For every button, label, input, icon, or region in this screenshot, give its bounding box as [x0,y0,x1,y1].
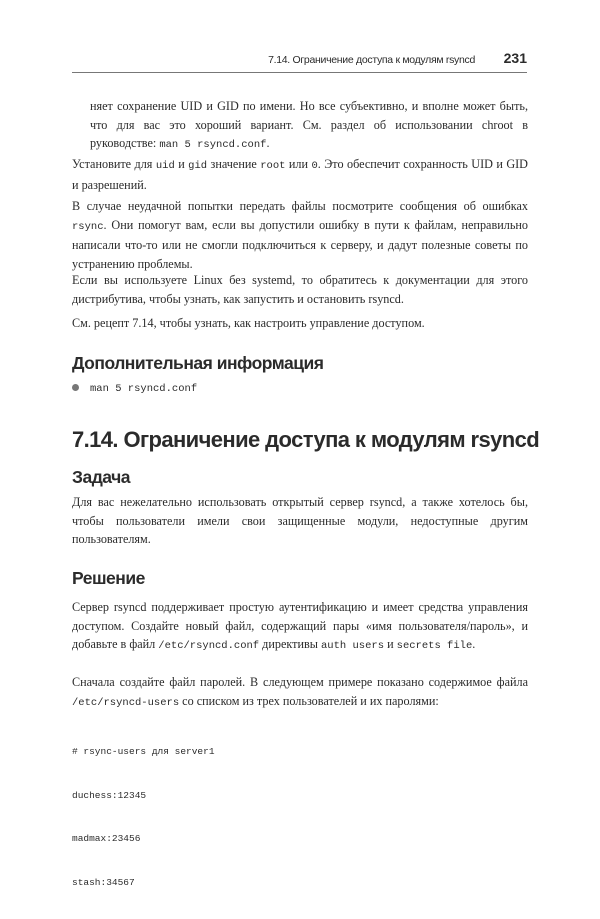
text-run: . Это обеспечит сохранность UID и GID и разрешений. [72,157,528,192]
paragraph-systemd: Если вы используете Linux без systemd, то обратитесь к документации для этого дистрибутива, чтобы узнать, как запустить и остановить rsyncd. [72,273,528,306]
code-line: duchess:12345 [72,789,147,801]
solution-paragraph-1 [72,598,528,656]
inline-code: rsync [72,220,104,233]
text-run: . [266,136,270,150]
text-run: и [174,157,189,171]
inline-code: 0 [311,160,318,172]
list-item-text: man 5 rsyncd.conf [90,383,198,395]
running-header [72,50,527,72]
more-info-heading: Дополнительная информация [72,353,324,373]
text-run: значение [207,157,261,171]
text-run: . [472,637,476,651]
paragraph-errors [72,197,528,273]
inline-code: /etc/rsyncd.conf [158,640,260,652]
header-rule [72,72,527,73]
code-block [72,716,215,919]
paragraph-uid-gid [72,155,528,194]
task-paragraph: Для вас нежелательно использовать открытый сервер rsyncd, а также хотелось бы, чтобы пользователи имели свои защищенные модули, недоступные другим пользователям. [72,495,528,546]
text-run: Установите для [72,157,156,171]
inline-code: root [260,160,286,172]
solution-paragraph-2 [72,673,528,712]
inline-code: /etc/rsyncd-users [72,696,180,709]
text-run: Сначала создайте файл паролей. В следующем примере показано содержимое файла [72,675,528,689]
text-run: или [285,157,312,171]
solution-heading: Решение [72,568,145,588]
inline-code: man 5 rsyncd.conf [159,139,267,151]
code-line: stash:34567 [72,876,135,888]
code-line: madmax:23456 [72,833,141,844]
text-run: В случае неудачной попытки передать файлы посмотрите сообщения об ошибках [72,199,528,213]
text-run: няет сохранение UID и GID по имени. Но все субъективно, и вполне может быть, что для вас это хороший вариант. См. раздел об использовании chroot в руководстве: [90,99,528,150]
paragraph-recipe-ref: См. рецепт 7.14, чтобы узнать, как настроить управление доступом. [72,316,425,330]
more-info-list-item [72,382,197,395]
task-heading: Задача [72,467,130,487]
inline-code: uid [155,160,175,172]
page-number: 231 [503,50,527,66]
bullet-icon [72,384,79,391]
code-line: # rsync-users для server1 [72,746,215,757]
section-heading: 7.14. Ограничение доступа к модулям rsyncd [72,427,540,452]
inline-code: secrets file [396,640,473,652]
text-run: Сервер rsyncd поддерживает простую аутентификацию и имеет средства управления доступом. Создайте новый файл, содержащий пары «имя пользователя/пароль», и добавьте в файл [72,600,528,651]
running-header-title: 7.14. Ограничение доступа к модулям rsyncd [268,54,475,66]
text-run: . Они помогут вам, если вы допустили ошибку в пути к файлам, неправильно написали что-то или не смогли подключиться к серверу, и дадут полезные советы по устранению проблемы. [72,217,528,271]
text-run: и [384,637,397,651]
text-run: со списком из трех пользователей и их паролями: [179,693,439,708]
inline-code: gid [188,160,208,172]
text-run: директивы [259,637,321,651]
inline-code: auth users [321,640,385,652]
indented-paragraph [90,97,528,155]
